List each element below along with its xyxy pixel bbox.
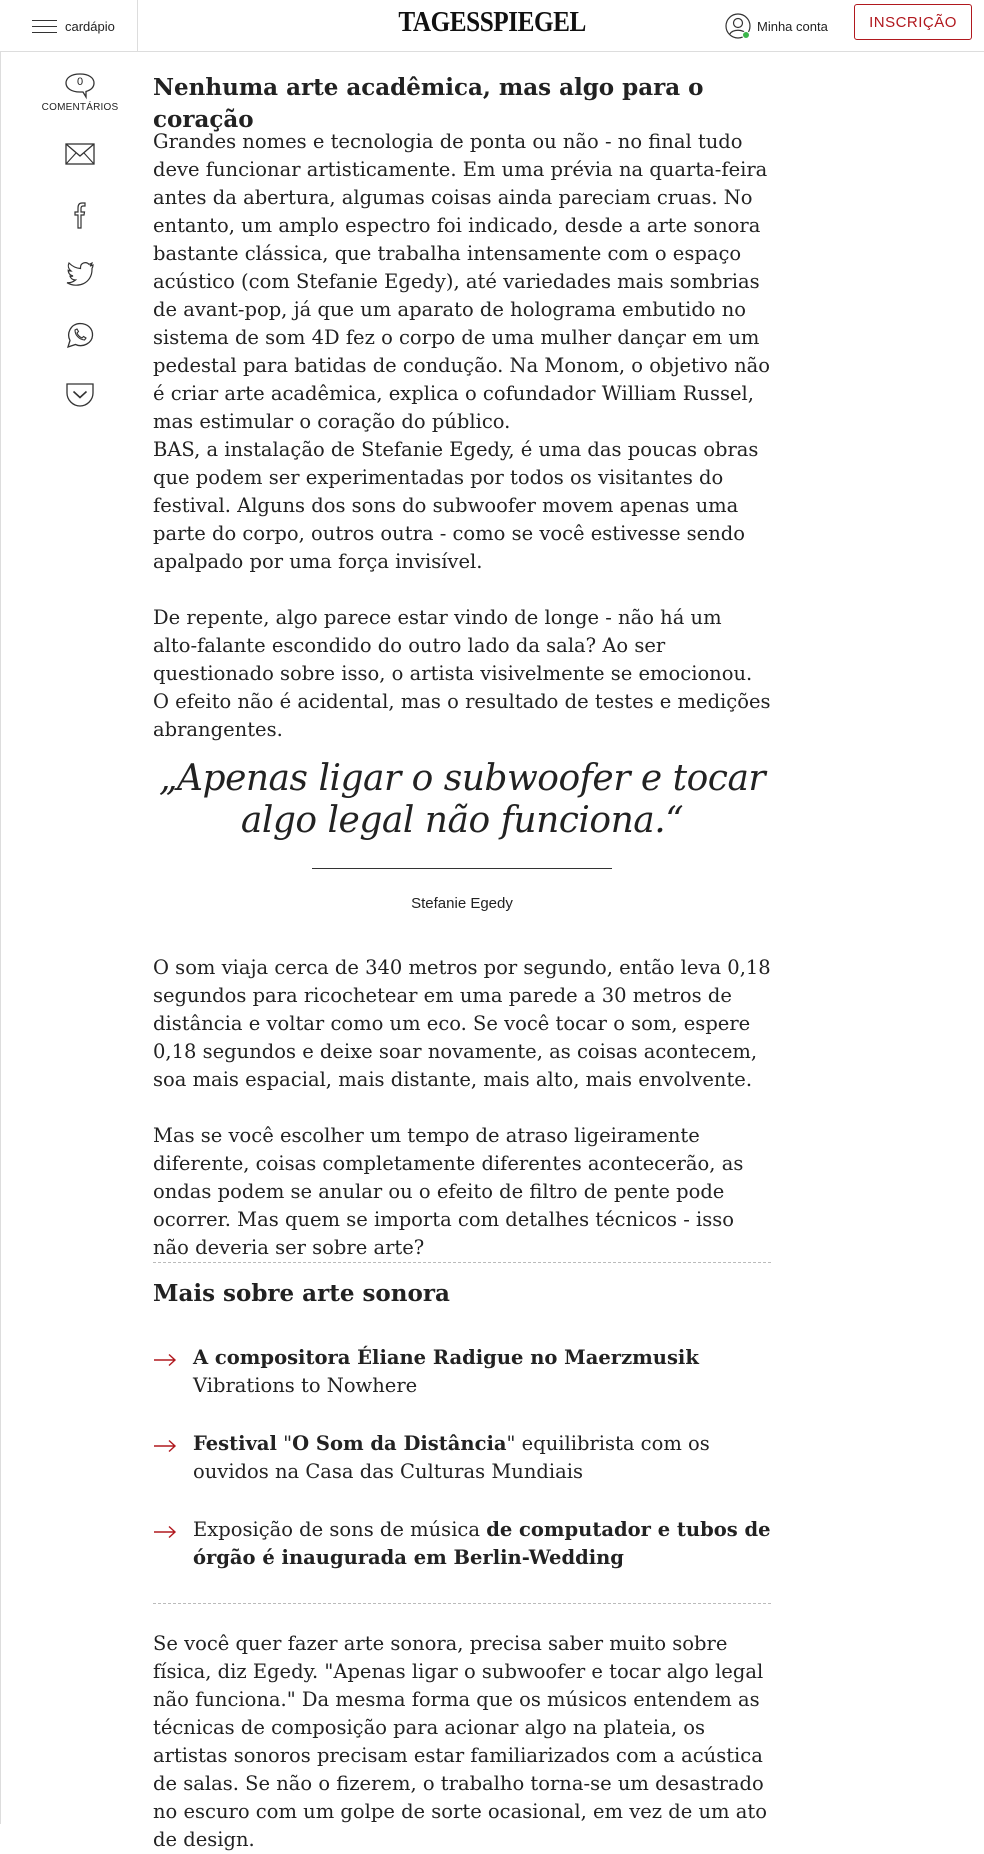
share-whatsapp-button[interactable]: [30, 320, 130, 350]
related-divider-top: [153, 1262, 771, 1263]
account-label: Minha conta: [757, 18, 828, 34]
site-header: [0, 0, 984, 52]
comment-label: COMENTÁRIOS: [41, 102, 119, 113]
paragraph-3: De repente, algo parece estar vindo de longe - não há um alto-falante escondido do outro lado da sala? Ao ser questionado sobre isso, o artista visivelmente se emocionou. O efeito não é acidental, mas o resultado de testes e medições abrangentes.: [153, 606, 771, 741]
signup-button[interactable]: INSCRIÇÃO: [854, 4, 972, 40]
comments-button[interactable]: [30, 72, 130, 113]
comment-count: 0: [76, 76, 84, 88]
share-mail-button[interactable]: [30, 142, 130, 166]
share-pocket-button[interactable]: [30, 380, 130, 410]
arrow-right-icon: [153, 1516, 193, 1572]
whatsapp-icon: [64, 320, 96, 350]
site-logo-wrapper: [0, 7, 984, 39]
section-heading: Nenhuma arte acadêmica, mas algo para o coração: [153, 74, 704, 133]
account-button[interactable]: [725, 10, 828, 42]
left-border: [0, 52, 1, 1824]
share-facebook-button[interactable]: [30, 200, 130, 230]
mail-icon: [64, 142, 96, 166]
site-logo[interactable]: TAGESSPIEGEL: [398, 7, 586, 38]
paragraph-2: BAS, a instalação de Stefanie Egedy, é uma das poucas obras que podem ser experimentadas por todos os visitantes do festival. Alguns dos sons do subwoofer movem apenas uma parte do corpo, outros outra - como se você estivesse sendo apalpado por uma força invisível.: [153, 438, 759, 573]
related-link-2[interactable]: [153, 1430, 771, 1486]
pull-quote-author: Stefanie Egedy: [411, 895, 513, 912]
related-link-text: Festival "O Som da Distância" equilibrista com os ouvidos na Casa das Culturas Mundiais: [193, 1432, 710, 1483]
user-icon: [725, 13, 751, 39]
arrow-right-icon: [153, 1344, 193, 1400]
menu-label: cardápio: [65, 18, 115, 34]
related-divider-bottom: [153, 1603, 771, 1604]
paragraph-6: Se você quer fazer arte sonora, precisa saber muito sobre física, diz Egedy. "Apenas ligar o subwoofer e tocar algo legal não funciona." Da mesma forma que os músicos entendem as técnicas de composição para acionar algo na plateia, os artistas sonoros precisam estar familiarizados com a acústica de salas. Se não o fizerem, o trabalho torna-se um desastrado no escuro com um golpe de sorte ocasional, em vez de um ato de design.: [153, 1632, 767, 1851]
comment-icon: [64, 72, 96, 100]
arrow-right-icon: [153, 1430, 193, 1486]
pull-quote-text: „Apenas ligar o subwoofer e tocar algo legal não funciona.“: [158, 758, 766, 841]
related-heading: Mais sobre arte sonora: [153, 1280, 450, 1307]
related-link-1[interactable]: [153, 1344, 771, 1400]
pull-quote-divider: [312, 868, 612, 869]
related-link-text: Exposição de sons de música de computador e tubos de órgão é inaugurada em Berlin-Wedding: [193, 1518, 771, 1569]
paragraph-4: O som viaja cerca de 340 metros por segundo, então leva 0,18 segundos para ricochetear em uma parede a 30 metros de distância e voltar como um eco. Se você tocar o som, espere 0,18 segundos e deixe soar novamente, as coisas acontecem, soa mais espacial, mais distante, mais alto, mais envolvente.: [153, 956, 771, 1091]
twitter-icon: [64, 260, 96, 288]
pull-quote: [153, 758, 771, 912]
pocket-icon: [64, 380, 96, 410]
share-twitter-button[interactable]: [30, 260, 130, 288]
facebook-icon: [64, 200, 96, 230]
paragraph-5: Mas se você escolher um tempo de atraso ligeiramente diferente, coisas completamente diferentes acontecerão, as ondas podem se anular ou o efeito de filtro de pente pode ocorrer. Mas quem se importa com detalhes técnicos - isso não deveria ser sobre arte?: [153, 1124, 744, 1259]
paragraph-1: Grandes nomes e tecnologia de ponta ou não - no final tudo deve funcionar artisticamente. Em uma prévia na quarta-feira antes da abertura, algumas coisas ainda pareciam cruas. No entanto, um amplo espectro foi indicado, desde a arte sonora bastante clássica, que trabalha intensamente com o espaço acústico (com Stefanie Egedy), até variedades mais sombrias de avant-pop, já que um aparato de holograma embutido no sistema de som 4D fez o corpo de uma mulher dançar em um pedestal para batidas de condução. Na Monom, o objetivo não é criar arte acadêmica, explica o cofundador William Russel, mas estimular o coração do público.: [153, 130, 771, 433]
related-link-3[interactable]: [153, 1516, 771, 1572]
related-link-text: A compositora Éliane Radigue no Maerzmusik Vibrations to Nowhere: [193, 1346, 699, 1397]
hamburger-icon: [32, 20, 57, 33]
menu-button[interactable]: [0, 0, 138, 52]
